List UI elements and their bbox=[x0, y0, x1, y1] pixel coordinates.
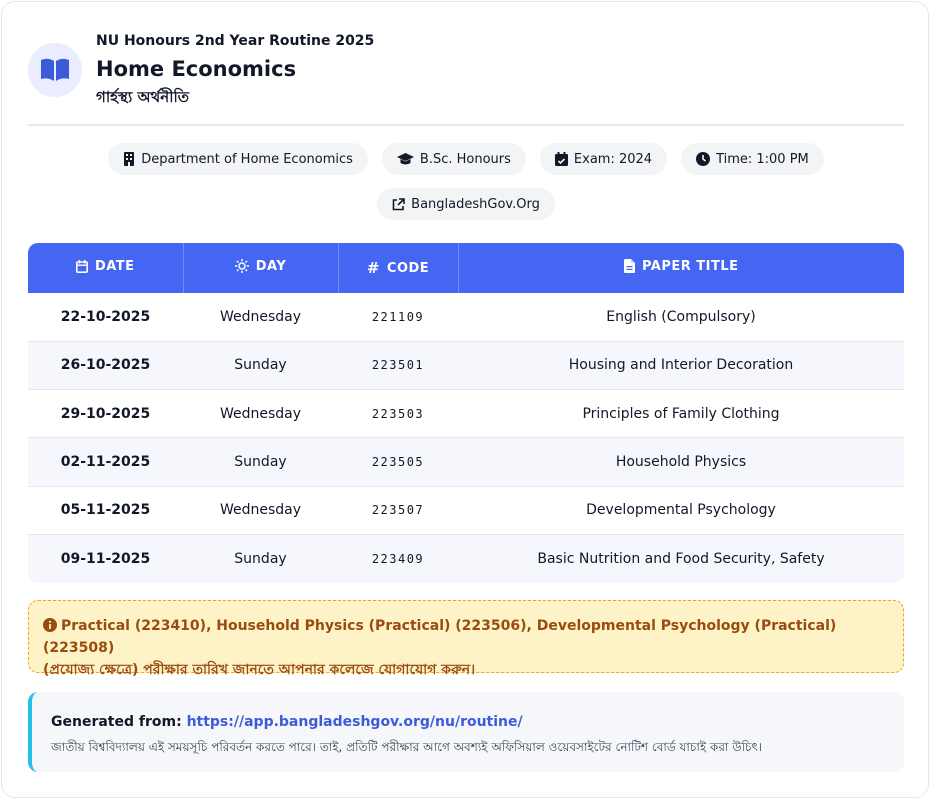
cell-day: Sunday bbox=[234, 357, 287, 374]
table-row bbox=[28, 341, 904, 389]
header-date bbox=[28, 243, 183, 293]
chip-department bbox=[108, 143, 368, 175]
cell-code: 223505 bbox=[371, 455, 425, 470]
routine-kicker: NU Honours 2nd Year Routine 2025 bbox=[96, 33, 375, 49]
cell-paper-title: Basic Nutrition and Food Security, Safety bbox=[537, 550, 825, 567]
cell-code: 221109 bbox=[371, 309, 425, 324]
routine-table bbox=[28, 243, 904, 583]
table-row bbox=[28, 293, 904, 341]
routine-card bbox=[1, 1, 929, 798]
file-icon bbox=[624, 259, 635, 273]
table-row bbox=[28, 534, 904, 582]
chip-exam-label: Exam: 2024 bbox=[573, 151, 653, 167]
notice-line-2: (প্রযোজ্য ক্ষেত্রে) পরীক্ষার তারিখ জানতে আপনার কলেজে যোগাযোগ করুন। bbox=[43, 662, 476, 678]
cell-day: Wednesday bbox=[219, 502, 302, 519]
chip-exam bbox=[540, 143, 667, 175]
header-day-label: DAY bbox=[255, 258, 287, 274]
cell-date: 05-11-2025 bbox=[60, 502, 151, 519]
page-title-bangla: গার্হস্থ্য অর্থনীতি bbox=[96, 88, 190, 106]
practical-notice bbox=[28, 600, 904, 678]
chip-degree bbox=[382, 143, 526, 175]
chip-source-link[interactable] bbox=[377, 188, 555, 220]
info-chips-row bbox=[28, 143, 904, 175]
cell-date: 09-11-2025 bbox=[60, 550, 151, 567]
cell-day: Wednesday bbox=[219, 308, 302, 325]
header-code bbox=[338, 243, 458, 293]
cell-day: Wednesday bbox=[219, 405, 302, 422]
chip-degree-label: B.Sc. Honours bbox=[419, 151, 511, 167]
header-divider bbox=[28, 124, 904, 126]
page-title: Home Economics bbox=[96, 57, 297, 81]
header-paper-title bbox=[458, 243, 904, 293]
cell-code: 223501 bbox=[371, 358, 425, 373]
cell-paper-title: Housing and Interior Decoration bbox=[568, 357, 794, 374]
calendar-icon bbox=[76, 260, 88, 273]
hash-icon: # bbox=[366, 259, 380, 277]
cell-date: 26-10-2025 bbox=[60, 357, 151, 374]
cell-day: Sunday bbox=[234, 454, 287, 471]
table-header-row bbox=[28, 243, 904, 293]
table-row bbox=[28, 438, 904, 486]
cell-date: 02-11-2025 bbox=[60, 454, 151, 471]
cell-code: 223409 bbox=[371, 551, 425, 566]
cell-day: Sunday bbox=[234, 550, 287, 567]
footer-source bbox=[28, 692, 904, 772]
external-link-icon bbox=[392, 198, 405, 211]
clock-icon bbox=[696, 152, 710, 166]
cell-paper-title: Developmental Psychology bbox=[586, 502, 776, 519]
header bbox=[28, 32, 904, 124]
chip-source-label: BangladeshGov.Org bbox=[411, 196, 540, 212]
header-code-label: CODE bbox=[386, 260, 430, 276]
building-icon bbox=[123, 152, 135, 166]
cell-paper-title: Household Physics bbox=[615, 454, 747, 471]
cell-code: 223507 bbox=[371, 503, 425, 518]
generated-label: Generated from: bbox=[51, 714, 182, 730]
source-url-link[interactable]: https://app.bangladeshgov.org/nu/routine/ bbox=[186, 714, 523, 730]
cell-date: 22-10-2025 bbox=[60, 308, 151, 325]
sun-icon bbox=[235, 259, 249, 273]
table-row bbox=[28, 390, 904, 438]
graduation-cap-icon bbox=[397, 153, 414, 166]
header-day bbox=[183, 243, 338, 293]
calendar-check-icon bbox=[555, 152, 568, 166]
chip-time-label: Time: 1:00 PM bbox=[716, 151, 809, 167]
chip-department-label: Department of Home Economics bbox=[141, 151, 353, 167]
header-paper-title-label: PAPER TITLE bbox=[641, 258, 739, 274]
chip-time bbox=[681, 143, 824, 175]
info-circle-icon bbox=[43, 618, 57, 632]
notice-line-1: Practical (223410), Household Physics (Practical) (223506), Developmental Psychology (Practical) (223508) bbox=[43, 618, 837, 656]
cell-code: 223503 bbox=[371, 406, 425, 421]
table-row bbox=[28, 486, 904, 534]
cell-date: 29-10-2025 bbox=[60, 405, 151, 422]
source-chip-row bbox=[28, 188, 904, 220]
book-open-icon bbox=[28, 43, 82, 97]
cell-paper-title: Principles of Family Clothing bbox=[582, 405, 780, 422]
disclaimer-text: জাতীয় বিশ্ববিদ্যালয় এই সময়সূচি পরিবর্তন করতে পারে। তাই, প্রতিটি পরীক্ষার আগে অবশ্যই অফিসিয়াল ওয়েবসাইটের নোটিশ বোর্ড যাচাই করা উচিৎ। bbox=[51, 740, 763, 754]
cell-paper-title: English (Compulsory) bbox=[606, 308, 756, 325]
header-date-label: DATE bbox=[94, 259, 135, 274]
